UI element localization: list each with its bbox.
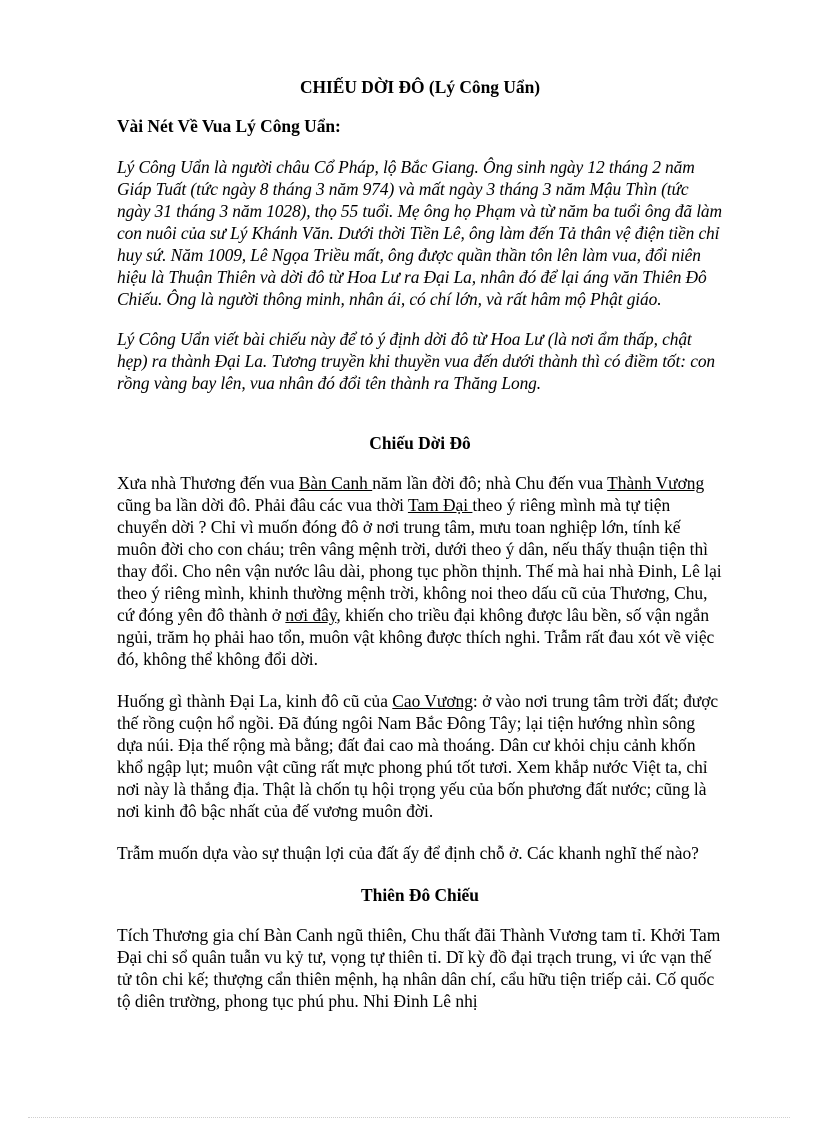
underlined-term: Bàn Canh — [298, 473, 373, 493]
document-title: CHIẾU DỜI ĐÔ (Lý Công Uẩn) — [299, 77, 541, 97]
section-title-chieu-doi-do: Chiếu Dời Đô — [369, 433, 471, 453]
underlined-term: nơi đây — [285, 605, 337, 625]
underlined-term: Thành Vương — [607, 473, 705, 493]
section-title-thien-do-chieu: Thiên Đô Chiếu — [361, 885, 479, 905]
body-paragraph-2: Huống gì thành Đại La, kinh đô cũ của Cao Vương: ở vào nơi trung tâm trời đất; được thế rồng cuộn hổ ngồi. Đã đúng ngôi Nam Bắc Đông Tây; lại tiện hướng nhìn sông dựa núi. Địa thế rộng mà bằng; đất đai cao mà thoáng. Dân cư khỏi chịu cảnh khốn khổ ngập lụt; muôn vật cũng rất mực phong phú tốt tươi. Xem khắp nước Việt ta, chỉ nơi này là thắng địa. Thật là chốn tụ hội trọng yếu của bốn phương đất nước; cũng là nơi kinh đô bậc nhất của đế vương muôn đời. — [117, 691, 719, 821]
page-bottom-border — [28, 1117, 790, 1118]
body-paragraph-3: Trẫm muốn dựa vào sự thuận lợi của đất ấy để định chỗ ở. Các khanh nghĩ thế nào? — [117, 843, 699, 863]
underlined-term: Tam Đại — [407, 495, 473, 515]
intro-paragraph-2: Lý Công Uẩn viết bài chiếu này để tỏ ý định dời đô từ Hoa Lư (là nơi ẩm thấp, chật hẹp) ra thành Đại La. Tương truyền khi thuyền vua đến dưới thành thì có điềm tốt: con rồng vàng bay lên, vua nhân đó đổi tên thành ra Thăng Long. — [117, 329, 716, 393]
underlined-term: Cao Vương — [392, 691, 473, 711]
body-paragraph-4: Tích Thương gia chí Bàn Canh ngũ thiên, Chu thất đãi Thành Vương tam tỉ. Khởi Tam Đại chi sổ quân tuẫn vu kỷ tư, vọng tự thiên tỉ. Dĩ kỳ đồ đại trạch trung, vi ức vạn thế tử tôn chi kế; thượng cẩn thiên mệnh, hạ nhân dân chí, cẩu hữu tiện triếp cải. Cố quốc tộ diên trường, phong tục phú phu. Nhi Đinh Lê nhị — [117, 925, 721, 1011]
document-body — [117, 76, 723, 1032]
intro-paragraph-1: Lý Công Uẩn là người châu Cổ Pháp, lộ Bắc Giang. Ông sinh ngày 12 tháng 2 năm Giáp Tuất (tức ngày 8 tháng 3 năm 974) và mất ngày 3 tháng 3 năm Mậu Thìn (tức ngày 31 tháng 3 năm 1028), thọ 55 tuổi. Mẹ ông họ Phạm và từ năm ba tuổi ông đã làm con nuôi của sư Lý Khánh Văn. Dưới thời Tiền Lê, ông làm đến Tả thân vệ điện tiền chỉ huy sứ. Năm 1009, Lê Ngọa Triều mất, ông được quần thần tôn lên làm vua, đổi niên hiệu là Thuận Thiên và dời đô từ Hoa Lư ra Đại La, nhân đó để lại áng văn Thiên Đô Chiếu. Ông là người thông minh, nhân ái, có chí lớn, và rất hâm mộ Phật giáo. — [117, 157, 722, 309]
body-paragraph-1: Xưa nhà Thương đến vua Bàn Canh năm lần đời đô; nhà Chu đến vua Thành Vương cũng ba lần dời đô. Phải đâu các vua thời Tam Đại theo ý riêng mình mà tự tiện chuyển dời ? Chỉ vì muốn đóng đô ở nơi trung tâm, mưu toan nghiệp lớn, tính kế muôn đời cho con cháu; trên vâng mệnh trời, dưới theo ý dân, nếu thấy thuận tiện thì thay đổi. Cho nên vận nước lâu dài, phong tục phồn thịnh. Thế mà hai nhà Đinh, Lê lại theo ý riêng mình, khinh thường mệnh trời, không noi theo dấu cũ của Thương, Chu, cứ đóng yên đô thành ở nơi đây, khiến cho triều đại không được lâu bền, số vận ngắn ngủi, trăm họ phải hao tổn, muôn vật không được thích nghi. Trẫm rất đau xót về việc đó, không thể không đổi dời. — [117, 473, 722, 669]
bio-heading: Vài Nét Về Vua Lý Công Uẩn: — [117, 116, 341, 136]
